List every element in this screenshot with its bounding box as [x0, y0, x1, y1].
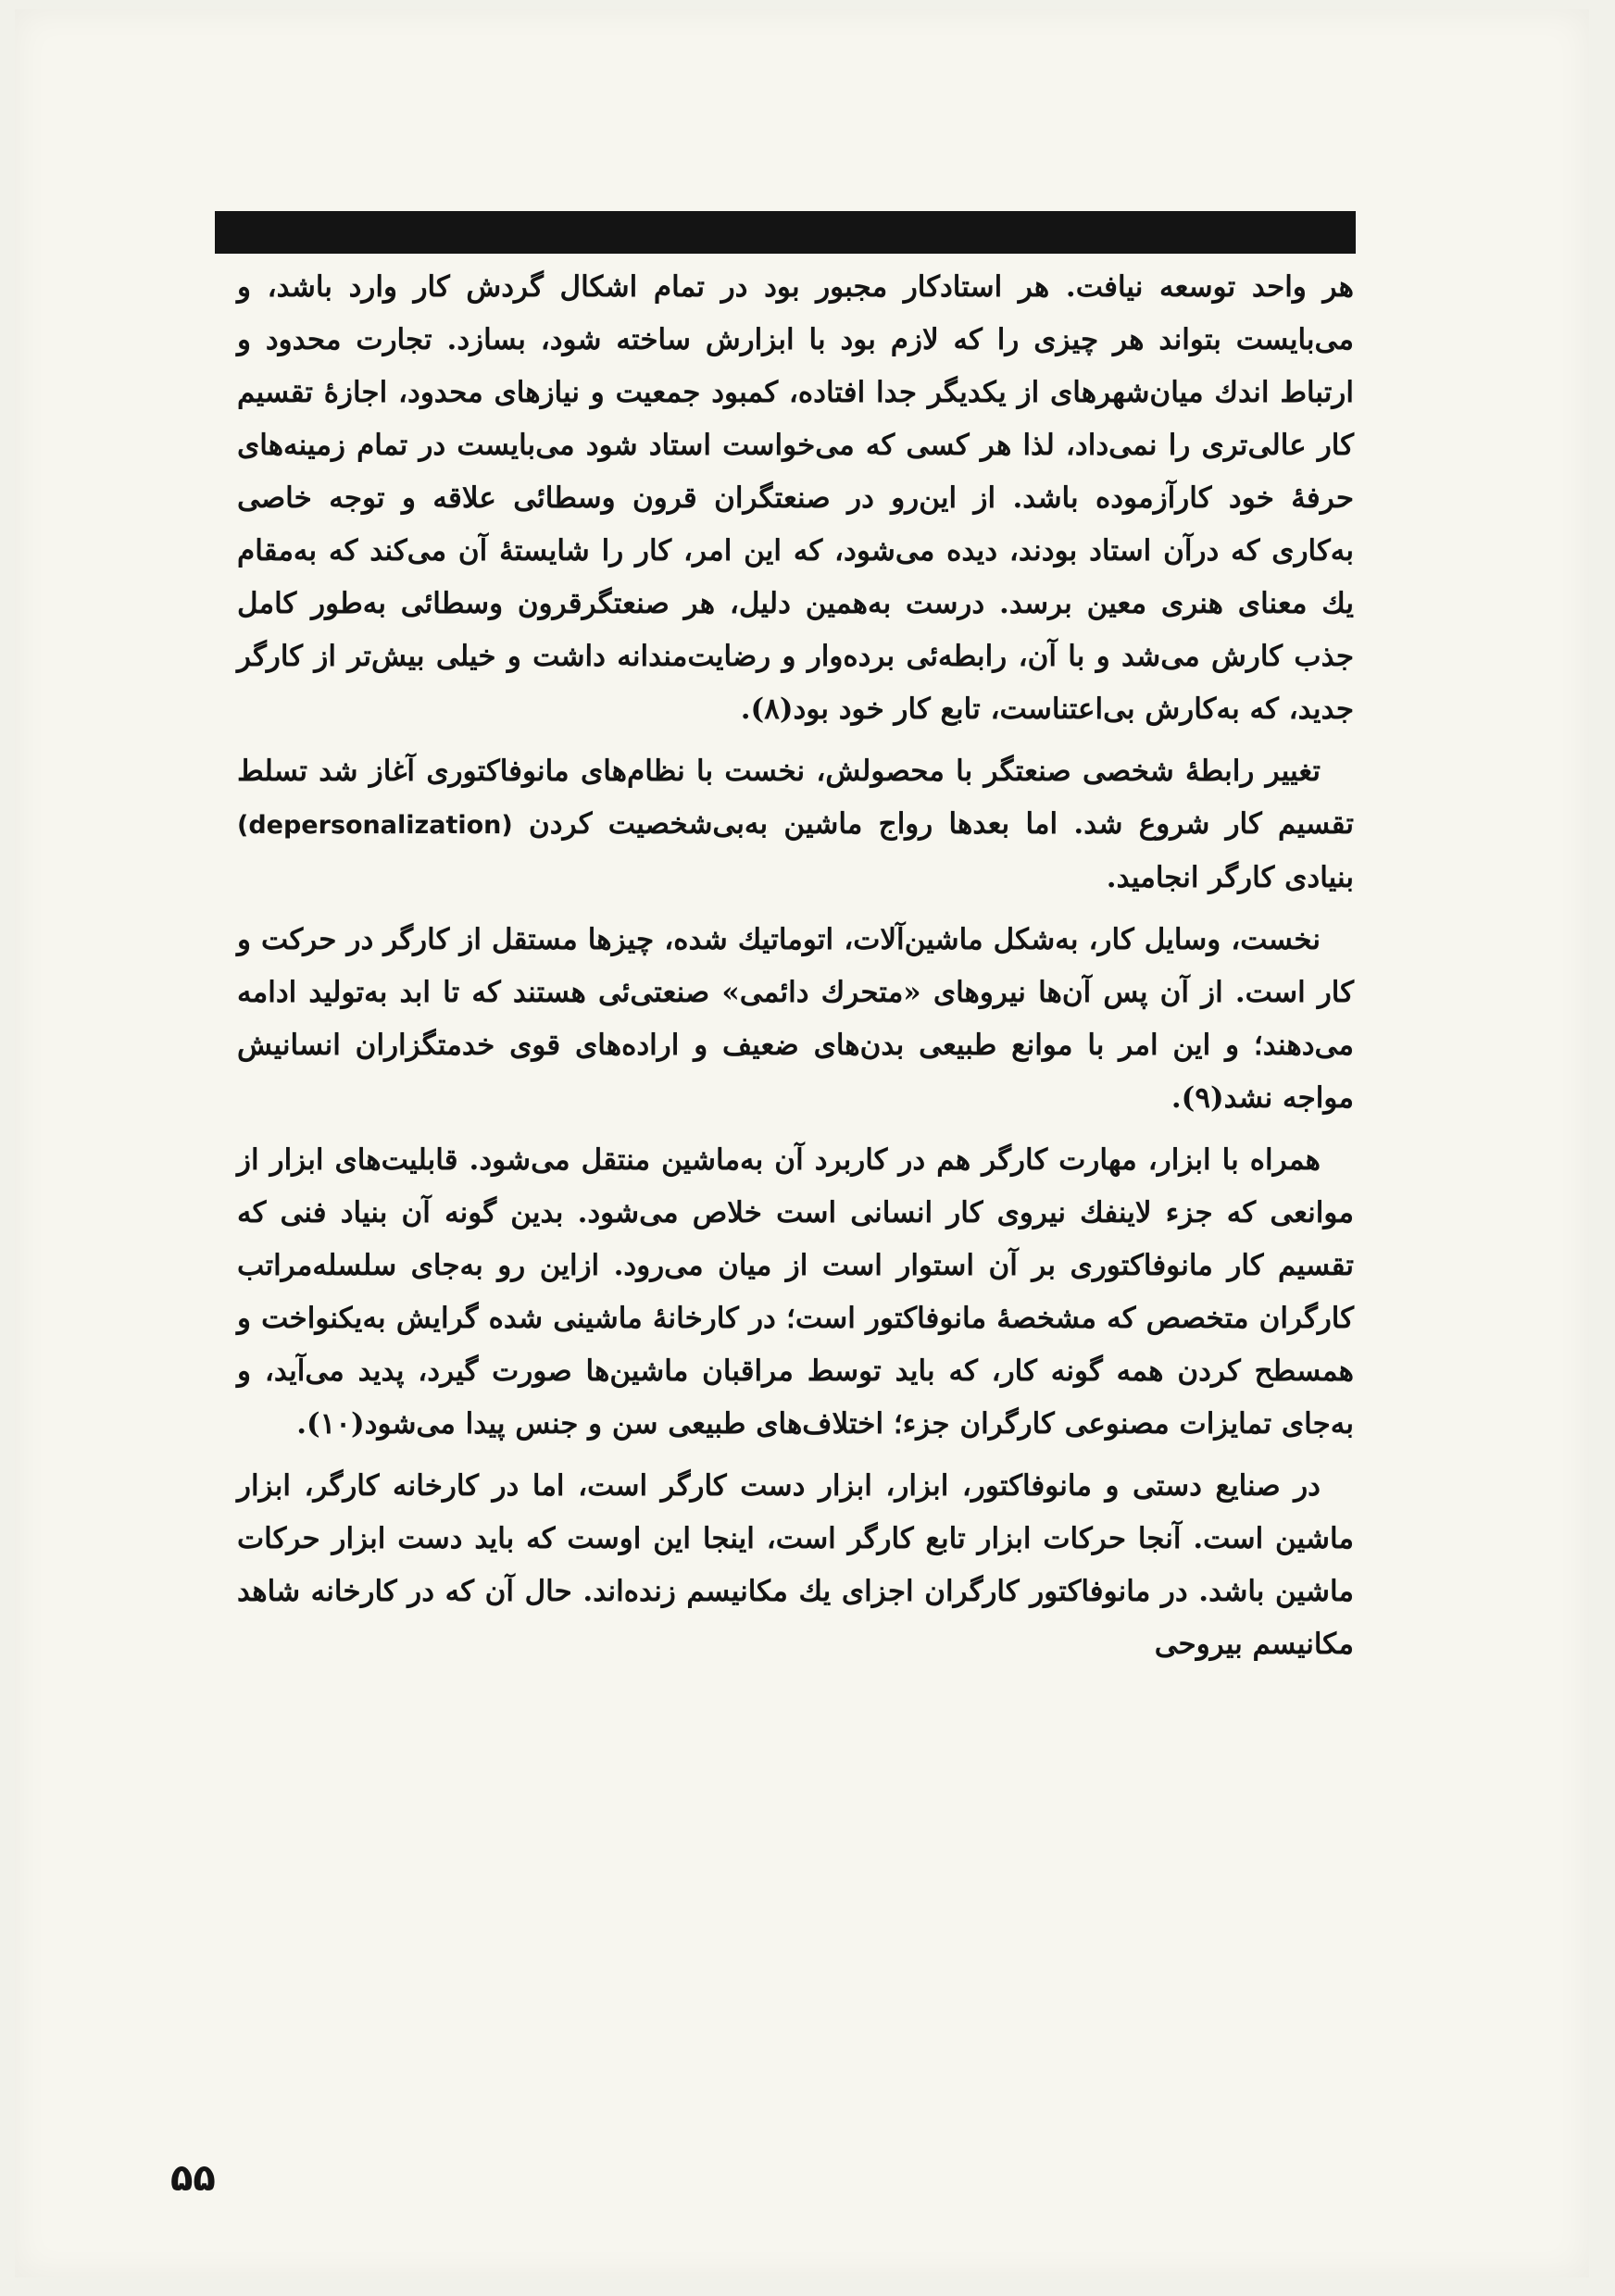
body-text	[237, 261, 1354, 1671]
paragraph-2-tail: بنیادی کارگر انجامید.	[1106, 861, 1354, 894]
paragraph-2-text: تغییر رابطهٔ شخصی صنعتگر با محصولش، نخست با نظام‌های مانوفاکتوری آغاز شد تسلط تقسیم کار شروع شد. اما بعدها رواج ماشین به‌بی‌شخصیت کردن	[237, 755, 1354, 841]
paragraph-2	[237, 745, 1354, 905]
paragraph-3: نخست، وسایل کار، به‌شکل ماشین‌آلات، اتوماتیك شده، چیزها مستقل از کارگر در حرکت و کار است. از آن پس آن‌ها نیروهای «متحرك دائمی» صنعتی‌ئی هستند که تا ابد به‌تولید ادامه می‌دهند؛ و این امر با موانع طبیعی بدن‌های ضعیف و اراده‌های قوی خدمتگزاران انسانیش مواجه نشد(۹).	[237, 923, 1354, 1115]
latin-term: (depersonalization)	[237, 811, 513, 840]
paragraph-1: هر واحد توسعه نیافت. هر استادکار مجبور بود در تمام اشکال گردش کار وارد باشد، و می‌بایست بتواند هر چیزی را که لازم بود با ابزارش ساخته شود، بسازد. تجارت محدود و ارتباط اندك میان‌شهرهای از یکدیگر جدا افتاده، کمبود جمعیت و نیازهای محدود، اجازهٔ تقسیم کار عالی‌تری را نمی‌داد، لذا هر کسی که می‌خواست استاد شود می‌بایست در تمام زمینه‌های حرفهٔ خود کارآزموده باشد. از این‌رو در صنعتگران قرون وسطائی علاقه و توجه خاصی به‌کاری که درآن استاد بودند، دیده می‌شود، که این امر، کار را شایستهٔ آن می‌کند که به‌مقام یك معنای هنری معین برسد. درست به‌همین دلیل، هر صنعتگرقرون وسطائی به‌طور کامل جذب کارش می‌شد و با آن، رابطه‌ئی برده‌وار و رضایت‌مندانه داشت و خیلی بیش‌تر از کارگر جدید، که به‌کارش بی‌اعتناست، تابع کار خود بود(۸).	[237, 270, 1355, 726]
book-page	[15, 9, 1589, 2277]
paragraph-4: همراه با ابزار، مهارت کارگر هم در کاربرد آن به‌ماشین منتقل می‌شود. قابلیت‌های ابزار از موانعی که جزء لاینفك نیروی کار انسانی است خلاص می‌شود. بدین گونه آن بنیاد فنی که تقسیم کار مانوفاکتوری بر آن استوار است از میان می‌رود. ازاین رو به‌جای سلسله‌مراتب کارگران متخصص که مشخصهٔ مانوفاکتور است؛ در کارخانهٔ ماشینی شده گرایش به‌یکنواخت و همسطح کردن همه گونه کار، که باید توسط مراقبان ماشین‌ها صورت گیرد، پدید می‌آید، و به‌جای تمایزات مصنوعی کارگران جزء؛ اختلاف‌های طبیعی سن و جنس پیدا می‌شود(۱۰).	[237, 1143, 1354, 1441]
header-bar	[215, 211, 1356, 254]
paragraph-5: در صنایع دستی و مانوفاکتور، ابزار، ابزار دست کارگر است، اما در کارخانه کارگر، ابزار ماشین است. آنجا حرکات ابزار تابع کارگر است، اینجا این اوست که باید دست ابزار حرکات ماشین باشد. در مانوفاکتور کارگران اجزای یك مکانیسم زنده‌اند. حال آن که در کارخانه شاهد مکانیسم بیروحی	[237, 1469, 1354, 1661]
page-number: ۵۵	[170, 2157, 216, 2200]
